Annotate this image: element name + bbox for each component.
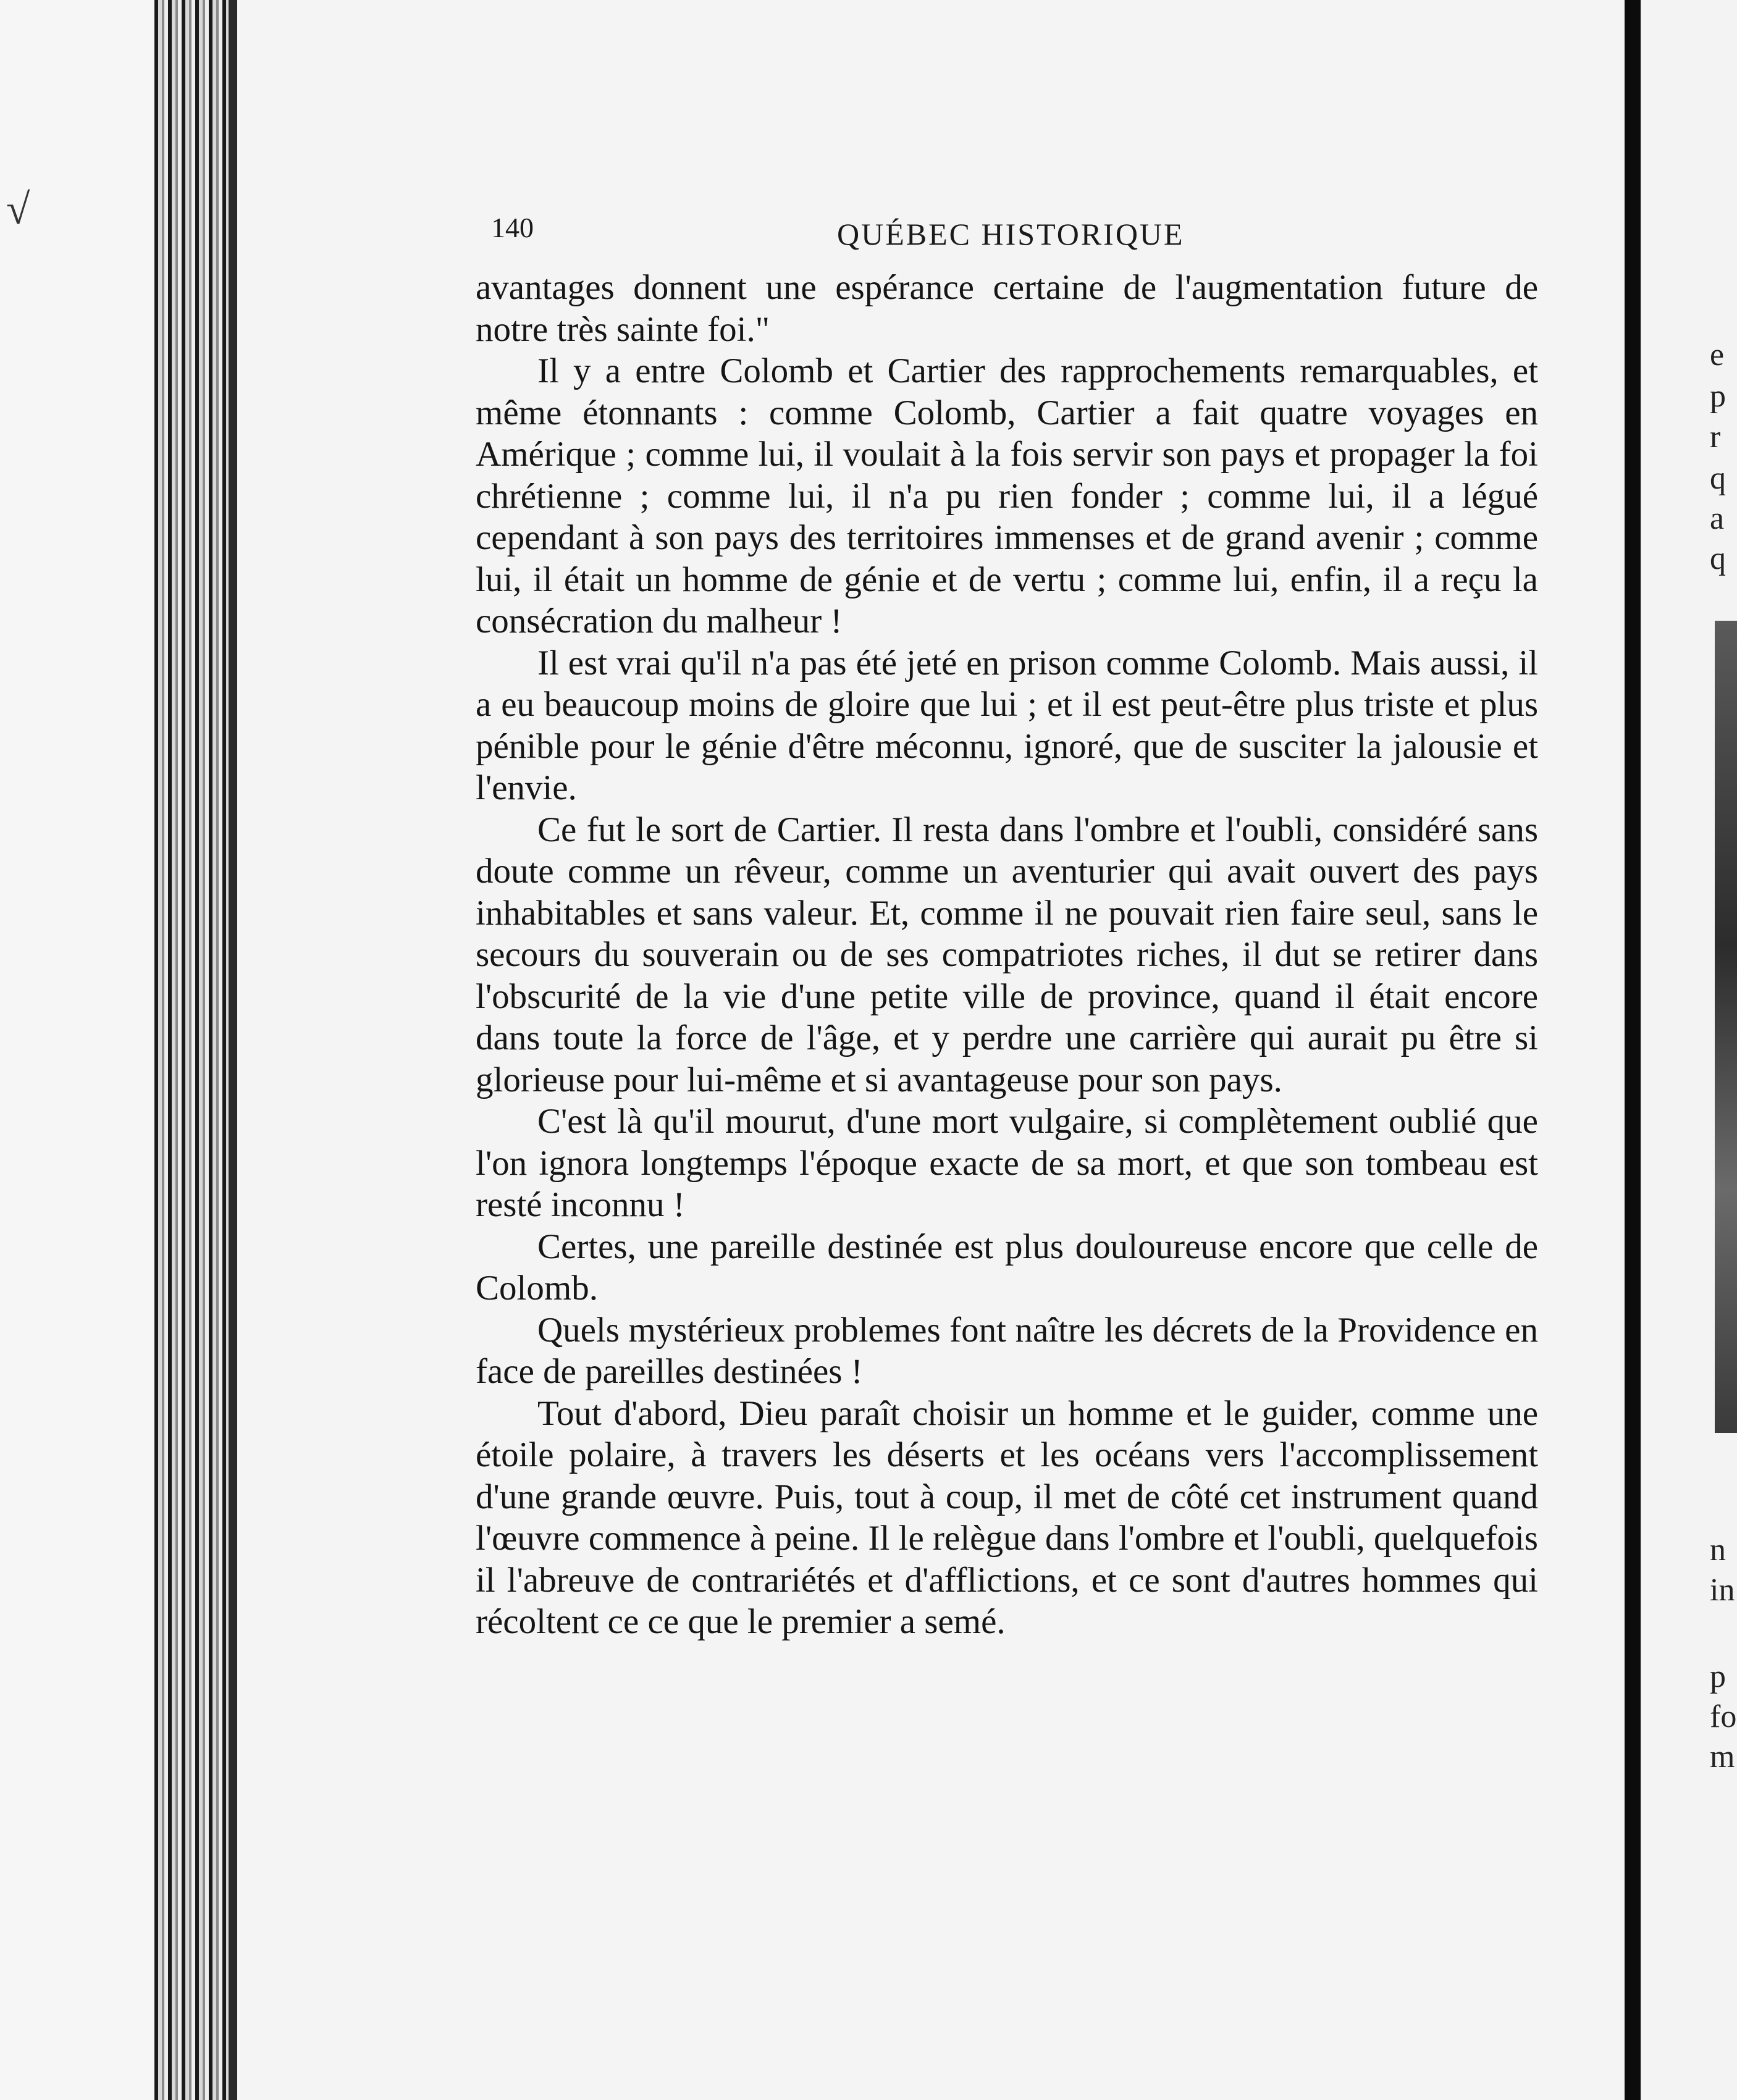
facing-text-fragment: q bbox=[1710, 461, 1726, 496]
facing-text-fragment: p bbox=[1710, 379, 1726, 414]
body-text bbox=[476, 267, 1538, 1643]
page-edge-stack bbox=[154, 0, 229, 2100]
book-gutter bbox=[1625, 0, 1641, 2100]
facing-text-fragment: m bbox=[1710, 1739, 1735, 1774]
margin-check-mark: √ bbox=[6, 186, 30, 233]
paragraph: C'est là qu'il mourut, d'une mort vulgaire, si complètement oublié que l'on ignora longtemps l'époque exacte de sa mort, et que son tombeau est resté inconnu ! bbox=[476, 1102, 1538, 1224]
paragraph: Ce fut le sort de Cartier. Il resta dans l'ombre et l'oubli, considéré sans doute comme un rêveur, comme un aventurier qui avait ouvert des pays inhabitables et sans valeur. Et, comme il ne pouvait rien faire seul, sans le secours du souverain ou de ses compatriotes riches, il dut se retirer dans l'obscurité de la vie d'une petite ville de province, quand il était encore dans toute la force de l'âge, et y perdre une carrière qui aurait pu être si glorieuse pour lui-même et si avantageuse pour son pays. bbox=[476, 810, 1538, 1099]
facing-text-fragment: a bbox=[1710, 501, 1725, 536]
facing-page-photo bbox=[1715, 621, 1737, 1433]
page-edge-shadow bbox=[229, 0, 237, 2100]
facing-page bbox=[1641, 0, 1737, 2100]
paragraph: Certes, une pareille destinée est plus douloureuse encore que celle de Colomb. bbox=[476, 1227, 1538, 1308]
running-title: QUÉBEC HISTORIQUE bbox=[837, 217, 1185, 251]
left-margin-area bbox=[0, 0, 154, 2100]
paragraph: Tout d'abord, Dieu paraît choisir un homme et le guider, comme une étoile polaire, à travers les déserts et les océans vers l'accomplissement d'une grande œuvre. Puis, tout à coup, il met de côté cet instrument quand l'œuvre commence à peine. Il le relègue dans l'ombre et l'oubli, quelquefois il l'abreuve de contrariétés et d'afflictions, et ce sont d'autres hommes qui récoltent ce ce que le premier a semé. bbox=[476, 1393, 1538, 1641]
page-number: 140 bbox=[491, 212, 534, 243]
paragraph: Il y a entre Colomb et Cartier des rapprochements remarquables, et même étonnants : comme Colomb, Cartier a fait quatre voyages en Amérique ; comme lui, il voulait à la fois servir son pays et propager la foi chrétienne ; comme lui, il n'a pu rien fonder ; comme lui, il a légué cependant à son pays des territoires immenses et de grand avenir ; comme lui, il était un homme de génie et de vertu ; comme lui, enfin, il a reçu la consécration du malheur ! bbox=[476, 351, 1538, 640]
facing-text-fragment: n bbox=[1710, 1532, 1726, 1568]
facing-text-fragment: fo bbox=[1710, 1699, 1737, 1734]
facing-text-fragment: p bbox=[1710, 1659, 1726, 1694]
paragraph: avantages donnent une espérance certaine de l'augmentation future de notre très sainte foi." bbox=[476, 268, 1538, 349]
paragraph: Il est vrai qu'il n'a pas été jeté en prison comme Colomb. Mais aussi, il a eu beaucoup moins de gloire que lui ; et il est peut-être plus triste et plus pénible pour le génie d'être méconnu, ignoré, que de susciter la jalousie et l'envie. bbox=[476, 643, 1538, 807]
facing-text-fragment: e bbox=[1710, 337, 1725, 372]
paragraph: Quels mystérieux problemes font naître les décrets de la Providence en face de pareilles destinées ! bbox=[476, 1310, 1538, 1391]
facing-text-fragment: r bbox=[1710, 419, 1721, 455]
facing-text-fragment: in bbox=[1710, 1573, 1735, 1608]
facing-text-fragment: q bbox=[1710, 541, 1726, 576]
